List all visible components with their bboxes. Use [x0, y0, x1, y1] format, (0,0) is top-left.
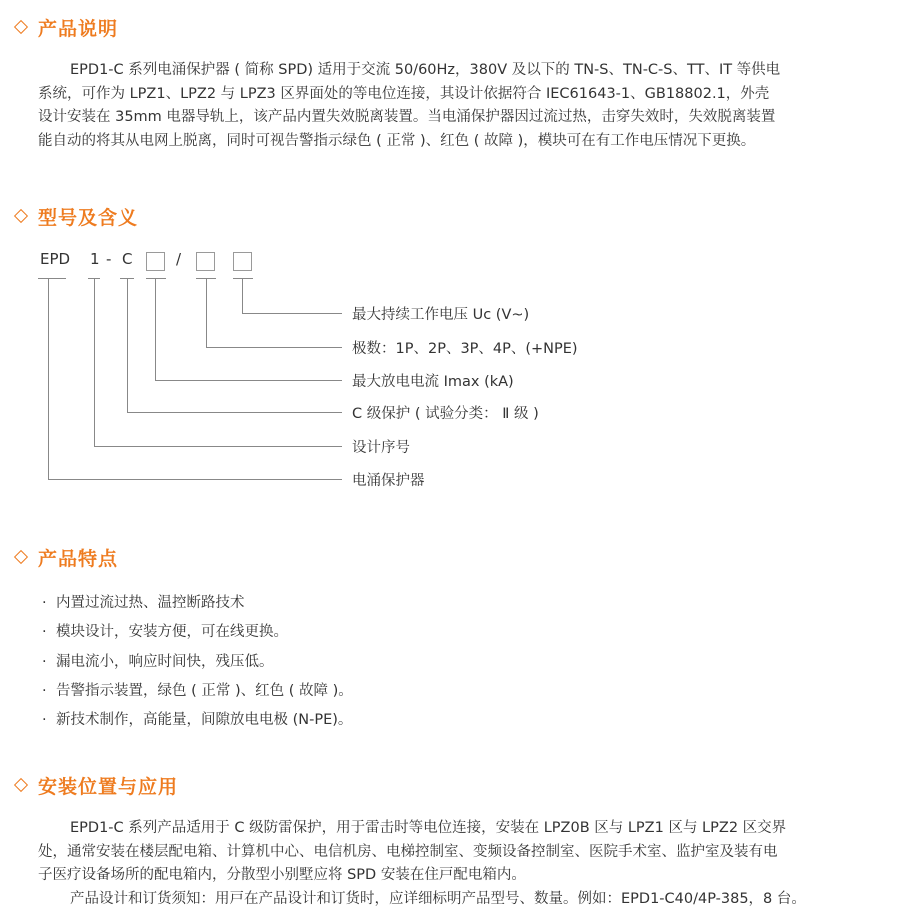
list-item	[42, 706, 353, 735]
legend-class: C 级保护 ( 试验分类： Ⅱ 级 )	[352, 406, 539, 422]
connector-c-v	[127, 278, 128, 412]
legend-imax: 最大放电电流 Imax (kA)	[352, 374, 514, 390]
connector-uc-v	[242, 278, 243, 313]
diamond-icon	[14, 20, 28, 34]
legend-serial: 设计序号	[352, 440, 410, 456]
bullet-dot: ·	[42, 682, 47, 699]
description-line: 能自动的将其从电网上脱离，同时可视告警指示绿色 ( 正常 )、红色 ( 故障 )，模块可在有工作电压情况下更换。	[38, 132, 756, 149]
code-one: 1	[90, 250, 100, 268]
description-line: 系统，可作为 LPZ1、LPZ2 与 LPZ3 区界面处的等电位连接，其设计依据符合 IEC61643-1、GB18802.1，外壳	[38, 85, 770, 102]
uc-placeholder-box	[233, 252, 252, 271]
application-line: 处，通常安装在楼层配电箱、计算机中心、电信机房、电梯控制室、变频设备控制室、医院手术室、监护室及装有电	[38, 843, 778, 860]
bullet-dot: ·	[42, 624, 47, 641]
description-paragraph	[38, 59, 888, 153]
list-item	[42, 677, 353, 706]
legend-spd: 电涌保护器	[352, 473, 425, 489]
list-item	[42, 648, 353, 677]
legend-poles: 极数：1P、2P、3P、4P、(+NPE)	[352, 341, 578, 357]
bullet-dot: ·	[42, 653, 47, 670]
connector-poles-h	[206, 347, 342, 348]
diamond-icon	[14, 550, 28, 564]
section-header-model	[12, 202, 138, 230]
feature-text: 模块设计，安装方便，可在线更换。	[56, 624, 288, 641]
section-header-application	[12, 771, 178, 799]
code-slash: /	[176, 250, 182, 268]
connector-uc-h	[242, 313, 342, 314]
diamond-icon	[14, 209, 28, 223]
tick-epd	[38, 278, 66, 279]
feature-text: 告警指示装置，绿色 ( 正常 )、红色 ( 故障 )。	[56, 682, 353, 699]
connector-c-h	[127, 412, 342, 413]
tick-uc	[233, 278, 253, 279]
section-title: 型号及含义	[38, 206, 139, 229]
feature-text: 新技术制作，高能量，间隙放电电极 (N-PE)。	[56, 712, 353, 729]
section-title: 安装位置与应用	[38, 775, 179, 798]
section-title: 产品说明	[38, 17, 119, 40]
section-header-description	[12, 13, 118, 41]
list-item	[42, 618, 353, 647]
description-line: 设计安装在 35mm 电器导轨上，该产品内置失效脱离装置。当电涌保护器因过流过热，击穿失效时，失效脱离装置	[38, 109, 776, 125]
code-dash: -	[106, 250, 112, 268]
code-epd: EPD	[40, 250, 71, 268]
imax-placeholder-box	[146, 252, 165, 271]
diamond-icon	[14, 778, 28, 792]
connector-one-v	[94, 278, 95, 446]
section-header-features	[12, 543, 118, 571]
application-paragraph	[38, 817, 888, 911]
section-title: 产品特点	[38, 547, 119, 570]
feature-text: 内置过流过热、温控断路技术	[56, 595, 245, 611]
bullet-dot: ·	[42, 595, 47, 611]
application-line: 子医疗设备场所的配电箱内，分散型小别墅应将 SPD 安装在住戸配电箱内。	[38, 867, 526, 883]
feature-text: 漏电流小，响应时间快，残压低。	[56, 653, 274, 670]
features-list	[42, 589, 353, 735]
application-line: 产品设计和订货须知：用戸在产品设计和订货时，应详细标明产品型号、数量。例如：EPD1-C40/4P-385，8 台。	[70, 890, 806, 907]
connector-one-h	[94, 446, 342, 447]
description-line: EPD1-C 系列电涌保护器 ( 简称 SPD) 适用于交流 50/60Hz，380V 及以下的 TN-S、TN-C-S、TT、IT 等供电	[70, 62, 781, 78]
tick-imax	[146, 278, 166, 279]
code-c: C	[122, 250, 133, 268]
connector-epd-v	[48, 278, 49, 479]
legend-uc: 最大持续工作电压 Uc (V~)	[352, 307, 530, 323]
connector-poles-v	[206, 278, 207, 347]
connector-imax-h	[155, 380, 342, 381]
model-code-diagram	[0, 240, 900, 500]
connector-imax-v	[155, 278, 156, 380]
list-item	[42, 589, 353, 618]
connector-epd-h	[48, 479, 342, 480]
application-line: EPD1-C 系列产品适用于 C 级防雷保护，用于雷击时等电位连接，安装在 LPZ0B 区与 LPZ1 区与 LPZ2 区交界	[70, 820, 787, 836]
poles-placeholder-box	[196, 252, 215, 271]
bullet-dot: ·	[42, 712, 47, 729]
